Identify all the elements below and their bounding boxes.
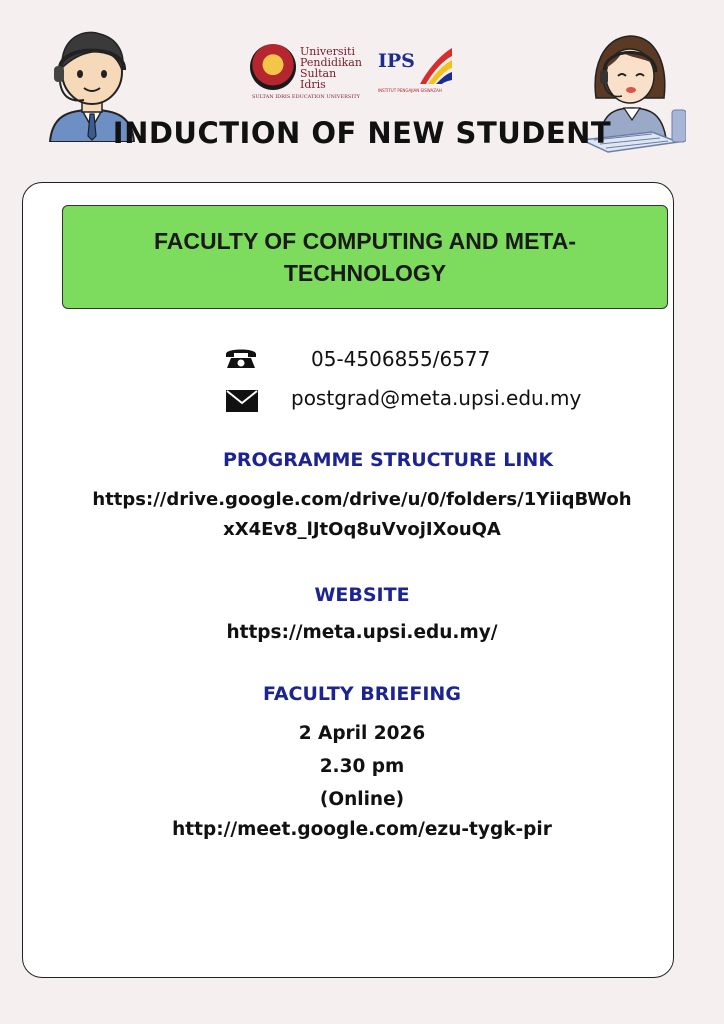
telephone-icon [224,346,258,370]
programme-heading: PROGRAMME STRUCTURE LINK [222,449,554,471]
phone-number: 05-4506855/6577 [311,347,491,371]
briefing-mode: (Online) [319,789,405,810]
briefing-date: 2 April 2026 [298,723,426,744]
programme-link-line1[interactable]: https://drive.google.com/drive/u/0/folders/1YiiqBWoh [92,489,632,510]
briefing-time: 2.30 pm [319,756,405,777]
website-url[interactable]: https://meta.upsi.edu.my/ [226,622,498,643]
page-title: INDUCTION OF NEW STUDENT [112,116,612,150]
briefing-meet-link[interactable]: http://meet.google.com/ezu-tygk-pir [172,819,552,840]
upsi-logo-name: Universiti Pendidikan Sultan Idris [300,45,362,91]
website-heading: WEBSITE [314,584,410,606]
upsi-logo [250,44,362,102]
envelope-icon [226,390,258,412]
upsi-seal-icon [250,44,296,90]
email-address[interactable]: postgrad@meta.upsi.edu.my [291,386,582,410]
faculty-name: FACULTY OF COMPUTING AND META-TECHNOLOGY [153,228,577,286]
faculty-banner [62,205,668,309]
ips-logo-subtitle: INSTITUT PENGAJIAN SISWAZAH [378,88,442,93]
ips-logo-text: IPS [378,50,415,72]
ips-stripes-icon [418,46,454,86]
programme-link-line2[interactable]: xX4Ev8_lJtOq8uVvojIXouQA [223,519,501,540]
ips-logo [378,46,454,102]
briefing-heading: FACULTY BRIEFING [263,683,461,705]
upsi-logo-tagline: SULTAN IDRIS EDUCATION UNIVERSITY [252,94,360,100]
